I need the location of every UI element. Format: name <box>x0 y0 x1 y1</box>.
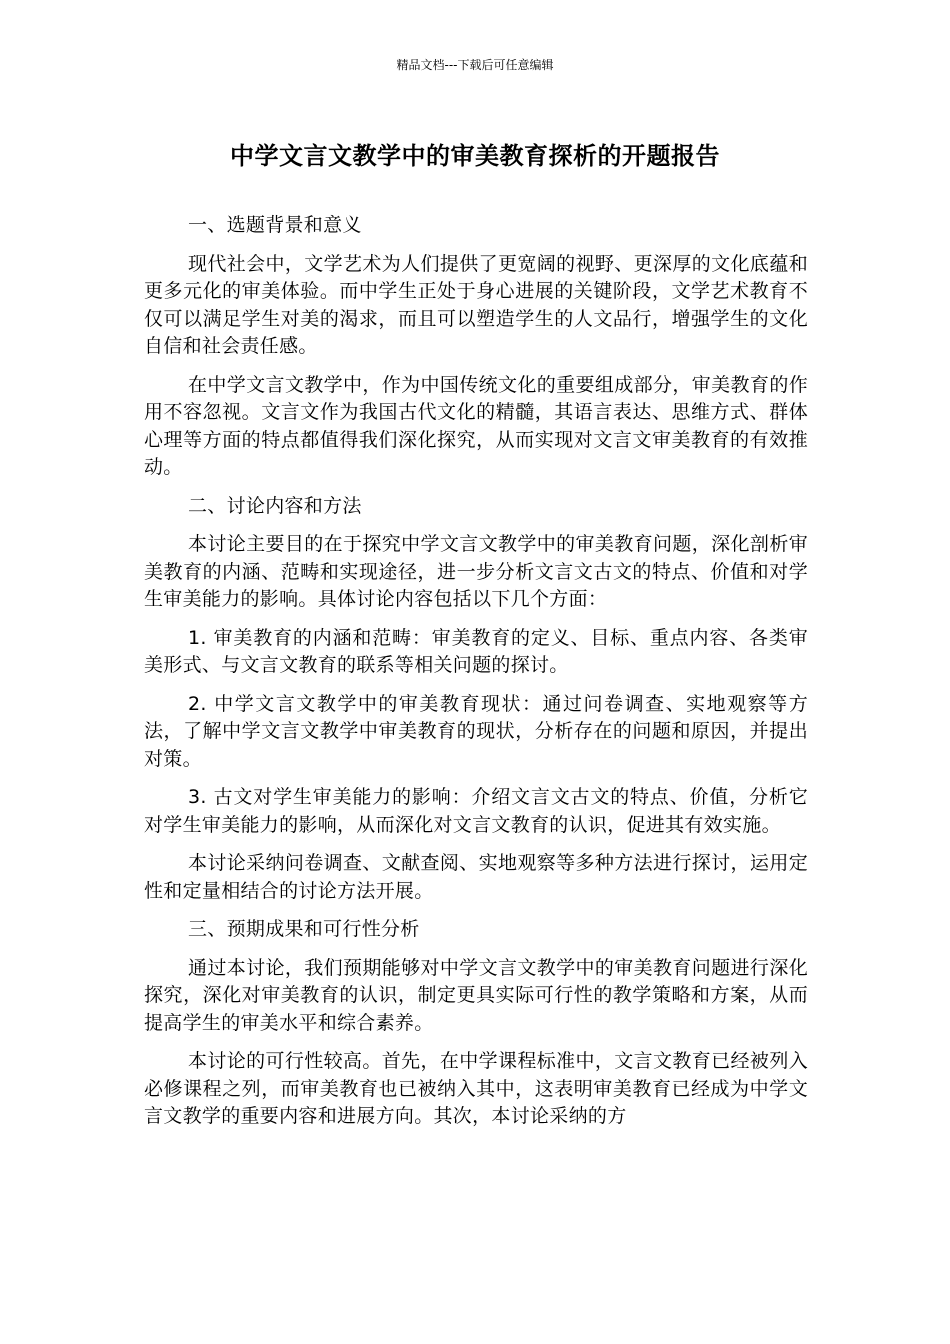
section-heading-content-methods: 二、讨论内容和方法 <box>188 494 362 517</box>
paragraph-background-1: 现代社会中，文学艺术为人们提供了更宽阔的视野、更深厚的文化底蕴和更多元化的审美体验。而中学生正处于身心进展的关键阶段，文学艺术教育不仅可以满足学生对美的渴求，而且可以塑造学生的人文品行，增强学生的文化自信和社会责任感。 <box>144 252 808 357</box>
section-heading-outcomes: 三、预期成果和可行性分析 <box>188 918 420 940</box>
document-title: 中学文言文教学中的审美教育探析的开题报告 <box>230 142 720 170</box>
document-body <box>144 212 808 1142</box>
paragraph-background-2: 在中学文言文教学中，作为中国传统文化的重要组成部分，审美教育的作用不容忽视。文言文作为我国古代文化的精髓，其语言表达、思维方式、群体心理等方面的特点都值得我们深化探究，从而实现对文言文审美教育的有效推动。 <box>144 373 808 478</box>
page-header: 精品文档---下载后可任意编辑 <box>396 58 554 72</box>
paragraph-feasibility: 本讨论的可行性较高。首先，在中学课程标准中，文言文教育已经被列入必修课程之列，而审美教育也已被纳入其中，这表明审美教育已经成为中学文言文教学的重要内容和进展方向。其次，本讨论采纳的方 <box>144 1050 808 1127</box>
list-item-2: 2. 中学文言文教学中的审美教育现状：通过问卷调查、实地观察等方法，了解中学文言文教学中审美教育的现状，分析存在的问题和原因，并提出对策。 <box>144 692 808 770</box>
paragraph-content-intro: 本讨论主要目的在于探究中学文言文教学中的审美教育问题，深化剖析审美教育的内涵、范畴和实现途径，进一步分析文言文古文的特点、价值和对学生审美能力的影响。具体讨论内容包括以下几个方面： <box>144 533 808 610</box>
paragraph-outcomes: 通过本讨论，我们预期能够对中学文言文教学中的审美教育问题进行深化探究，深化对审美教育的认识，制定更具实际可行性的教学策略和方案，从而提高学生的审美水平和综合素养。 <box>144 956 808 1034</box>
list-item-1: 1. 审美教育的内涵和范畴：审美教育的定义、目标、重点内容、各类审美形式、与文言文教育的联系等相关问题的探讨。 <box>144 626 808 676</box>
paragraph-methods: 本讨论采纳问卷调查、文献查阅、实地观察等多种方法进行探讨，运用定性和定量相结合的讨论方法开展。 <box>144 852 808 902</box>
section-heading-background: 一、选题背景和意义 <box>188 214 362 236</box>
list-item-3: 3. 古文对学生审美能力的影响：介绍文言文古文的特点、价值，分析它对学生审美能力的影响，从而深化对文言文教育的认识，促进其有效实施。 <box>144 786 808 836</box>
